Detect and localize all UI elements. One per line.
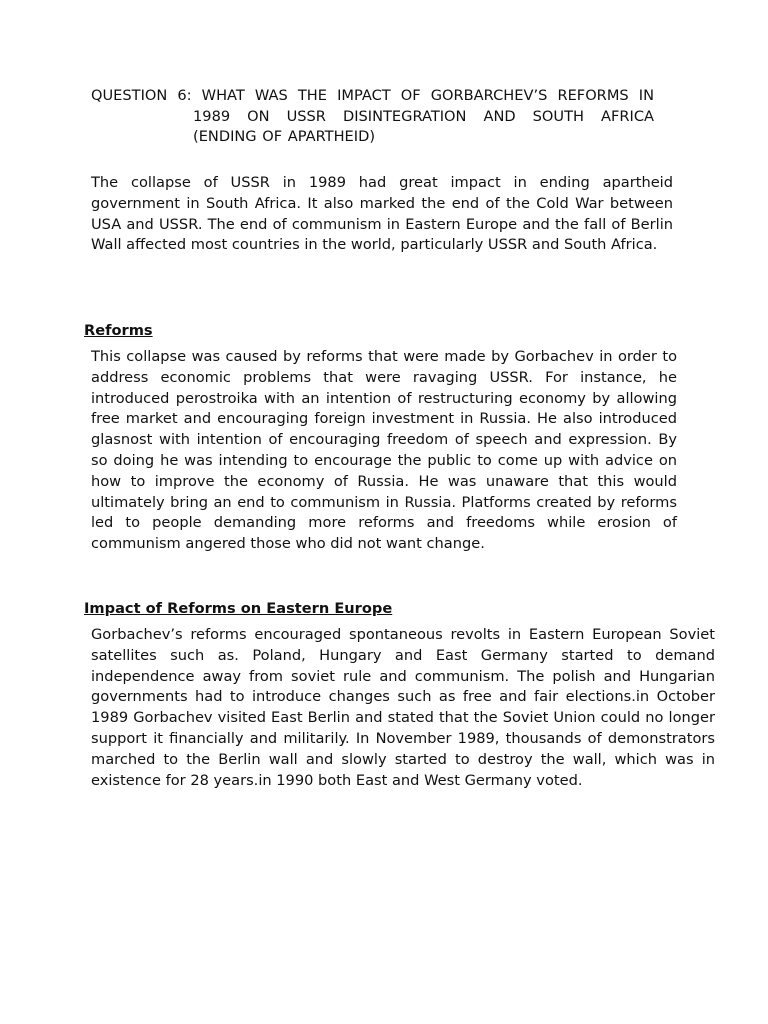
impact-paragraph: Gorbachev’s reforms encouraged spontaneous revolts in Eastern European Soviet satellites such as. Poland, Hungary and East Germany started to demand independence away from soviet rule and communism. The polish and Hungarian governments had to introduce changes such as free and fair elections.in October 1989 Gorbachev visited East Berlin and stated that the Soviet Union could no longer support it financially and militarily. In November 1989, thousands of demonstrators marched to the Berlin wall and slowly started to destroy the wall, which was in existence for 28 years.in 1990 both East and West Germany voted. [91,626,715,789]
impact-heading: Impact of Reforms on Eastern Europe [84,600,393,617]
reforms-heading: Reforms [84,322,153,339]
reforms-paragraph: This collapse was caused by reforms that were made by Gorbachev in order to address economic problems that were ravaging USSR. For instance, he introduced perostroika with an intention of restructuring economy by allowing free market and encouraging foreign investment in Russia. He also introduced glasnost with intention of encouraging freedom of speech and expression. By so doing he was intending to encourage the public to come up with advice on how to improve the economy of Russia. He was unaware that this would ultimately bring an end to communism in Russia. Platforms created by reforms led to people demanding more reforms and freedoms while erosion of communism angered those who did not want change. [91,348,677,553]
question-title [91,86,654,148]
question-title-line-3: (ENDING OF APARTHEID) [193,128,376,145]
question-title-line-1: QUESTION 6: WHAT WAS THE IMPACT OF GORBARCHEV’S REFORMS IN [91,87,654,104]
question-title-line-2: 1989 ON USSR DISINTEGRATION AND SOUTH AFRICA [193,107,654,125]
intro-paragraph: The collapse of USSR in 1989 had great impact in ending apartheid government in South Africa. It also marked the end of the Cold War between USA and USSR. The end of communism in Eastern Europe and the fall of Berlin Wall affected most countries in the world, particularly USSR and South Africa. [91,174,673,254]
